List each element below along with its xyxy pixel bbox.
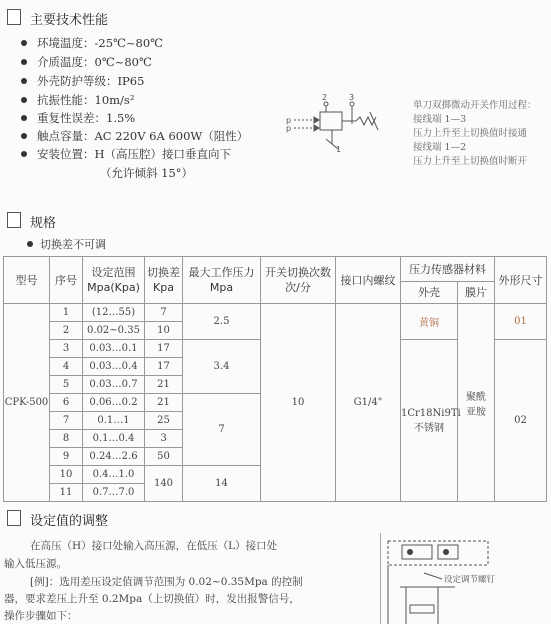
pressure-label-lower: p xyxy=(286,124,292,133)
shell-cell-steel: 1Cr18Ni9Ti 不锈钢 xyxy=(401,340,458,502)
tech-spec-label: 安装位置： xyxy=(37,147,95,161)
diff-cell: 140 xyxy=(145,466,183,502)
adjust-line: 在高压（H）接口处输入高压源，在低压（L）接口处 xyxy=(30,540,278,552)
header-diff: 切换差 Kpa xyxy=(145,257,183,304)
terminal-3-label: 3 xyxy=(349,93,355,102)
max-pressure-cell: 2.5 xyxy=(183,304,261,340)
diff-cell: 7 xyxy=(145,304,183,322)
tech-spec-value: H（高压腔）接口垂直向下 xyxy=(94,147,232,161)
switch-note-line: 接线端 1—2 xyxy=(413,142,467,153)
tech-spec-item xyxy=(37,35,163,51)
header-model: 型号 xyxy=(4,257,50,304)
header-membrane: 膜片 xyxy=(458,282,495,304)
diff-cell: 17 xyxy=(145,358,183,376)
spec-table xyxy=(3,256,547,502)
section-checkbox-adjust xyxy=(7,510,21,526)
tech-spec-item xyxy=(37,146,231,162)
terminal-2-label: 2 xyxy=(322,93,328,102)
diff-cell: 50 xyxy=(145,448,183,466)
diff-cell: 25 xyxy=(145,412,183,430)
tech-spec-value: 10m/s² xyxy=(94,93,135,107)
sub-bullet-dot xyxy=(27,241,33,247)
diff-cell: 17 xyxy=(145,340,183,358)
header-material: 压力传感器材料 xyxy=(401,257,495,282)
thread-cell: G1/4" xyxy=(336,304,401,502)
range-cell: 0.7…7.0 xyxy=(83,484,145,502)
seq-cell: 10 xyxy=(50,466,83,484)
spec-bullet xyxy=(21,133,27,139)
spec-bullet xyxy=(21,78,27,84)
switch-note-line: 单刀双掷微动开关作用过程： xyxy=(413,100,537,111)
range-cell: 0.24…2.6 xyxy=(83,448,145,466)
dimension-cell-02: 02 xyxy=(495,340,547,502)
diff-cell: 3 xyxy=(145,430,183,448)
adjust-line: 操作步骤如下： xyxy=(4,610,78,622)
section-title-tech: 主要技术性能 xyxy=(30,13,109,28)
tech-spec-value: 0℃~80℃ xyxy=(94,55,152,69)
spec-table-body xyxy=(4,304,547,502)
tech-spec-label: 介质温度： xyxy=(37,55,95,69)
range-cell: 0.03…0.1 xyxy=(83,340,145,358)
diff-cell: 21 xyxy=(145,394,183,412)
max-pressure-cell: 7 xyxy=(183,394,261,466)
header-shell: 外壳 xyxy=(401,282,458,304)
seq-cell: 11 xyxy=(50,484,83,502)
cycles-cell: 10 xyxy=(261,304,336,502)
spec-bullet xyxy=(21,97,27,103)
sub-bullet-text: 切换差不可调 xyxy=(40,238,106,251)
header-thread: 接口内螺纹 xyxy=(336,257,401,304)
section-checkbox-tech xyxy=(7,9,21,25)
switch-note-line: 压力上升至上切换值时断开 xyxy=(413,156,528,167)
dimension-cell-01: 01 xyxy=(495,304,547,340)
range-cell: 0.02~0.35 xyxy=(83,322,145,340)
tech-spec-item xyxy=(37,54,152,70)
header-max-pressure: 最大工作压力 Mpa xyxy=(183,257,261,304)
adjust-line: [例]：选用差压设定值调节范围为 0.02~0.35Mpa 的控制 xyxy=(30,576,303,588)
tech-spec-value: -25℃~80℃ xyxy=(94,36,164,50)
section-checkbox-spec xyxy=(7,212,21,228)
max-pressure-cell: 14 xyxy=(183,466,261,502)
spec-bullet xyxy=(21,40,27,46)
section-title-adjust: 设定值的调整 xyxy=(30,514,109,529)
switch-body xyxy=(320,112,342,130)
tech-spec-item xyxy=(37,110,135,126)
tech-spec-label: 环境温度： xyxy=(37,36,95,50)
range-cell: 0.03…0.7 xyxy=(83,376,145,394)
diff-cell: 21 xyxy=(145,376,183,394)
model-cell: CPK-500 xyxy=(4,304,50,502)
tech-spec-value: AC 220V 6A 600W（阻性） xyxy=(94,129,249,143)
max-pressure-cell: 3.4 xyxy=(183,340,261,394)
shell-cell-brass: 黄铜 xyxy=(401,304,458,340)
tech-spec-item xyxy=(37,128,248,144)
header-range: 设定范围 Mpa(Kpa) xyxy=(83,257,145,304)
seq-cell: 6 xyxy=(50,394,83,412)
adjust-line: 器，要求差压上升至 0.2Mpa（上切换值）时，发出报警信号， xyxy=(4,593,300,605)
range-cell: 0.1…0.4 xyxy=(83,430,145,448)
range-cell: (12…55) xyxy=(83,304,145,322)
terminal-1-label: 1 xyxy=(336,145,342,154)
range-cell: 0.4…1.0 xyxy=(83,466,145,484)
header-dimension: 外形尺寸 xyxy=(495,257,547,304)
spec-bullet xyxy=(21,151,27,157)
section-title-spec: 规格 xyxy=(30,216,57,231)
range-cell: 0.1…1 xyxy=(83,412,145,430)
tech-spec-item xyxy=(37,92,134,108)
tech-spec-value: 1.5% xyxy=(106,111,136,125)
tech-spec-label: 抗振性能： xyxy=(37,93,95,107)
switch-note-line: 接线端 1—3 xyxy=(413,114,467,125)
spec-bullet xyxy=(21,59,27,65)
adjust-line: 输入低压源。 xyxy=(4,558,67,570)
spec-bullet xyxy=(21,115,27,121)
pressure-label-upper: p xyxy=(286,116,292,125)
install-note: （允许倾斜 15°） xyxy=(100,166,194,180)
switch-note xyxy=(413,99,537,169)
seq-cell: 5 xyxy=(50,376,83,394)
tech-spec-label: 外壳防护等级： xyxy=(37,74,118,88)
header-seq: 序号 xyxy=(50,257,83,304)
table-row xyxy=(4,304,547,322)
switch-note-line: 压力上升至上切换值时接通 xyxy=(413,128,528,139)
range-cell: 0.06…0.2 xyxy=(83,394,145,412)
membrane-cell: 聚酰 亚胺 xyxy=(458,304,495,502)
tech-spec-label: 重复性误差： xyxy=(37,111,106,125)
tech-spec-item xyxy=(37,73,144,89)
diff-cell: 10 xyxy=(145,322,183,340)
adjust-diagram xyxy=(380,527,540,624)
seq-cell: 9 xyxy=(50,448,83,466)
seq-cell: 4 xyxy=(50,358,83,376)
screw-label: 设定调节螺钉 xyxy=(444,575,496,585)
switch-diagram xyxy=(286,92,394,162)
header-cycles: 开关切换次数 次/分 xyxy=(261,257,336,304)
seq-cell: 7 xyxy=(50,412,83,430)
tech-spec-value: IP65 xyxy=(117,74,145,88)
tech-spec-label: 触点容量： xyxy=(37,129,95,143)
range-cell: 0.03…0.4 xyxy=(83,358,145,376)
seq-cell: 3 xyxy=(50,340,83,358)
seq-cell: 2 xyxy=(50,322,83,340)
seq-cell: 8 xyxy=(50,430,83,448)
seq-cell: 1 xyxy=(50,304,83,322)
